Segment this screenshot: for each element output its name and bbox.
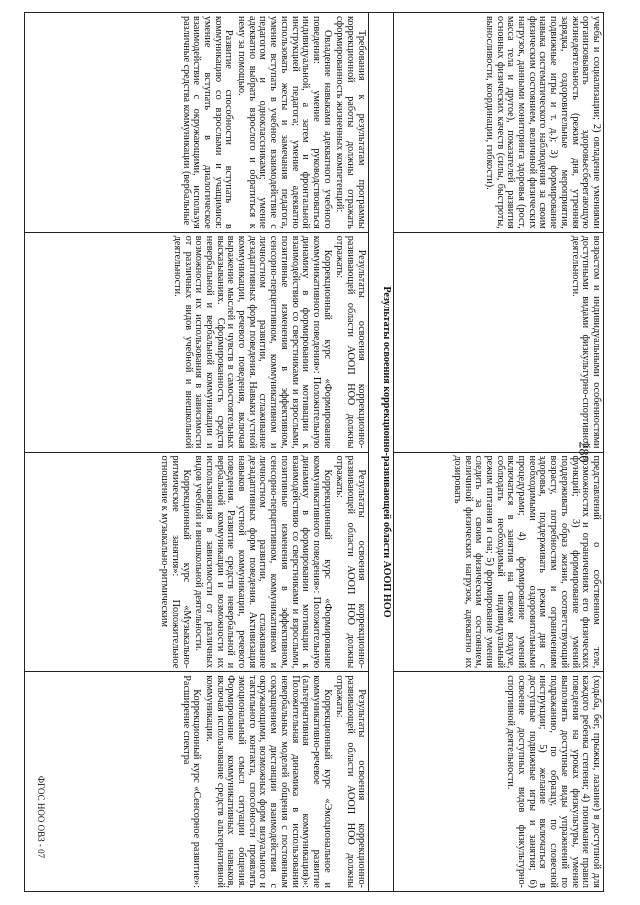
cell-text: Результаты освоения коррекционно-развивающей области АООП НОО должны отражать: <box>334 455 367 669</box>
cell-text: Коррекционный курс «Эмоциональное и коммуникативно-речевое развитие (альтернативная коммуникация)»: Положительная динамика в использовании невербальных моделей общения с постоянным сокращением дистанции взаимодействия с окружающими, возможных форм визуального и тактильного контакта, способности проявлять эмоциональный смысл ситуации общения. Формирование коммуникативных навыков, включая использование средств альтернативной коммуникации. <box>203 675 333 888</box>
rotated-table-container <box>24 12 604 892</box>
table-row <box>394 13 604 892</box>
table-cell <box>25 672 369 892</box>
cell-text: Развитие способности вступать в коммуникацию со взрослыми и учащимися: умение вступать в диалогическое взаимодействие с окружающими, используя различные средства коммуникации (вербальные <box>180 16 235 229</box>
table-cell <box>394 232 604 452</box>
cell-text: представлений о собственном теле, возможностях и ограничениях его физических функций; 3) формирование умений поддерживать образ жизни, соответствующий возрасту, потребностям и ограничениям здоровья, поддерживать режим дня с необходимыми оздоровительными процедурами; 4) формирование умений включаться в занятия на свежем воздухе, соблюдать необходимый индивидуальный режим питания и сна; 5) формирование умения следить за своим физическим состоянием, величиной физических нагрузок, адекватно их дозировать <box>451 455 602 669</box>
table-cell <box>25 452 369 672</box>
cell-text: учебы и социализации; 2) овладение умениями организовывать здоровьесберегающую жизнедеятельность (режим дня, утренняя зарядка, оздоровительные мероприятия, подвижные игры и т. д.); 3) формирование навыка систематического наблюдения за своим физическим состоянием, величиной физических нагрузок, данными мониторинга здоровья (рост, масса тела и другое), показателей развития основных физических качеств (силы, быстроты, выносливости, координации, гибкости). <box>483 16 602 229</box>
table-row <box>368 13 393 892</box>
table-cell <box>25 13 369 233</box>
results-table <box>24 12 604 892</box>
page-number: 280 <box>575 441 591 463</box>
cell-text: Коррекционный курс «Формирование коммуникативного поведения»: Положительную динамику в формировании мотивации к взаимодействию со сверстниками и взрослыми, позитивные изменения в эффективном, сенсорно-перцептивном, коммуникативном и личностном развитии, сглаживание дезадаптивных форм поведения. Активизация навыков устной коммуникации, речевого поведения. Развитие средств невербальной и вербальной коммуникации и возможности их использования в зависимости от различных видов учебной и внешкольной деятельности. <box>193 455 333 669</box>
table-cell <box>394 13 604 233</box>
cell-text: Требования к результатам программы коррекционной работы должны отражать сформированность жизненных компетенций: <box>334 16 367 229</box>
cell-text: Овладение навыками адекватного учебного поведения: умение руководствоваться индивидуальной, а затем и фронтальной инструкцией педагога; умение адекватно использовать жесты и замечания педагога, умение вступать в учебное взаимодействие с педагогом и одноклассниками; умение адекватно выбрать взрослого и обратиться к нему за помощью. <box>236 16 333 229</box>
cell-text: Результаты освоения коррекционно-развивающей области АООП НОО должны отражать: <box>334 675 367 888</box>
cell-text: (ходьба, бег, прыжки, лазание) в доступной для каждого ребенка степени; 4) понимание правил поведения на уроках физкультуры, умение выполнять доступные виды упражнений по подражанию, по образцу, по словесной инструкции; 5) желание включаться в доступные подвижные игры и занятия; 6) освоение доступных видов физкультурно-спортивной деятельности. <box>505 675 602 888</box>
table-cell <box>25 232 369 452</box>
cell-text: Коррекционный курс «Музыкально-ритмические занятия»: Положительное отношение к музыкально-ритмическим <box>159 455 192 669</box>
cell-text: Коррекционный курс «Сенсорное развитие»: Расширение спектра <box>180 675 203 888</box>
table-cell <box>394 452 604 672</box>
section-heading: Результаты освоения коррекционно-развивающей области АООП НОО <box>368 13 393 892</box>
cell-text: возрастом и индивидуальными особенностями доступными видами физкультурно-спортивной деятельности. <box>569 235 602 449</box>
table-row <box>25 13 369 892</box>
cell-text: Коррекционный курс «Формирование коммуникативного поведения»: Положительную динамику в формировании мотивации к взаимодействию со сверстниками и взрослыми, позитивные изменения в эффективном, сенсорно-перцептивном, коммуникативном и личностном развитии, сглаживание дезадаптивных форм поведения. Навыки устной коммуникации, речевого поведения, включая выражение мыслей и чувств в самостоятельных высказываниях. Сформированность средств невербальной и вербальной коммуникации и возможности их использования в зависимости от различных видов учебной и внешкольной деятельности. <box>171 235 333 449</box>
document-footer: ФГОС НОО ОВЗ - 07 <box>36 775 47 859</box>
cell-text: Результаты освоения коррекционно-развивающей области АООП НОО должны отражать: <box>334 235 367 449</box>
table-cell <box>394 672 604 892</box>
